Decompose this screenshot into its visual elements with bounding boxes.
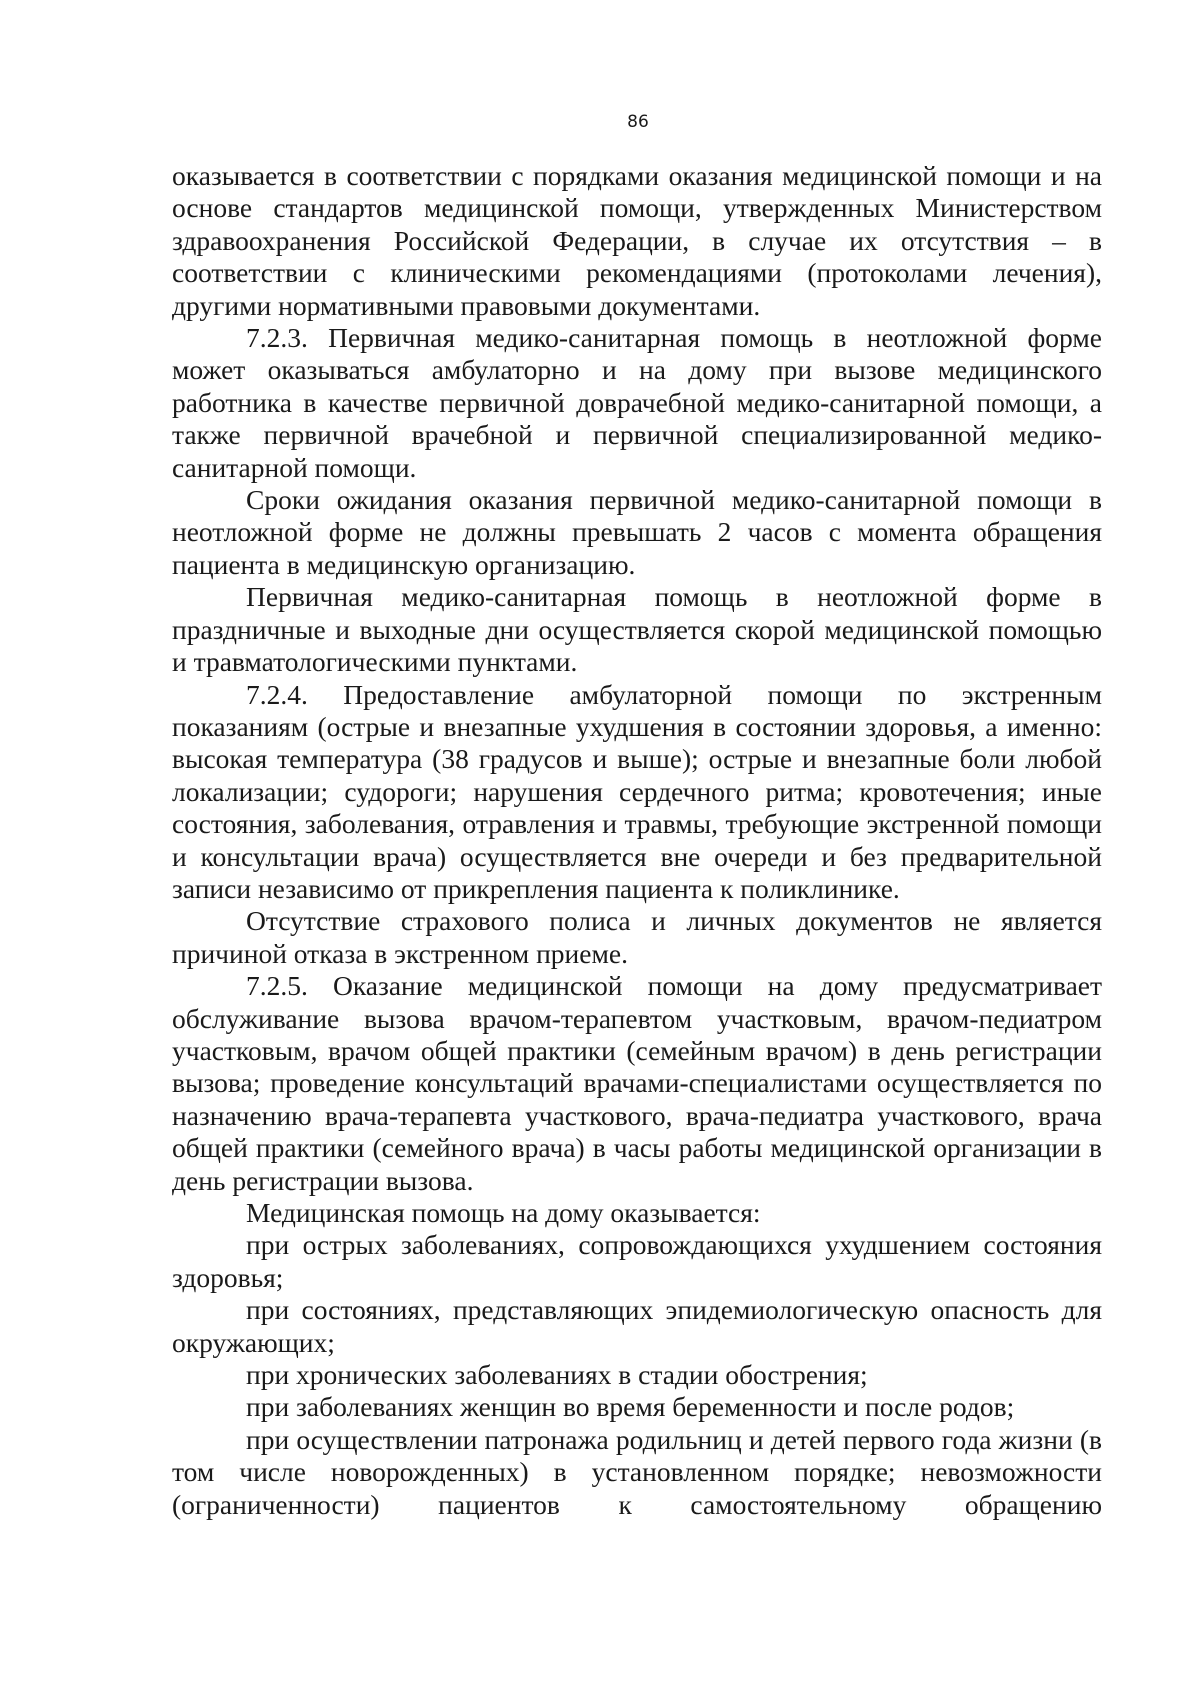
paragraph: Первичная медико-санитарная помощь в неотложной форме в праздничные и выходные дни осуществляется скорой медицинской помощью и травматологическими пунктами. xyxy=(172,581,1102,678)
paragraph: Отсутствие страхового полиса и личных документов не является причиной отказа в экстренном приеме. xyxy=(172,905,1102,969)
paragraph: Сроки ожидания оказания первичной медико-санитарной помощи в неотложной форме не должны превышать 2 часов с момента обращения пациента в медицинскую организацию. xyxy=(172,484,1102,580)
paragraph: 7.2.5. Оказание медицинской помощи на дому предусматривает обслуживание вызова врачом-терапевтом участковым, врачом-педиатром участковым, врачом общей практики (семейным врачом) в день регистрации вызова; проведение консультаций врачами-специалистами осуществляется по назначению врача-терапевта участкового, врача-педиатра участкового, врача общей практики (семейного врача) в часы работы медицинской организации в день регистрации вызова. xyxy=(172,970,1102,1196)
document-body xyxy=(172,160,1102,1521)
paragraph: 7.2.3. Первичная медико-санитарная помощь в неотложной форме может оказываться амбулаторно и на дому при вызове медицинского работника в качестве первичной доврачебной медико-санитарной помощи, а также первичной врачебной и первичной специализированной медико-санитарной помощи. xyxy=(172,322,1102,483)
paragraph: 7.2.4. Предоставление амбулаторной помощи по экстренным показаниям (острые и внезапные ухудшения в состоянии здоровья, а именно: высокая температура (38 градусов и выше); острые и внезапные боли любой локализации; судороги; нарушения сердечного ритма; кровотечения; иные состояния, заболевания, отравления и травмы, требующие экстренной помощи и консультации врача) осуществляется вне очереди и без предварительной записи независимо от прикрепления пациента к поликлинике. xyxy=(172,678,1102,904)
paragraph: при заболеваниях женщин во время беременности и после родов; xyxy=(246,1391,1015,1423)
paragraph: оказывается в соответствии с порядками оказания медицинской помощи и на основе стандартов медицинской помощи, утвержденных Министерством здравоохранения Российской Федерации, в случае их отсутствия – в соответствии с клиническими рекомендациями (протоколами лечения), другими нормативными правовыми документами. xyxy=(172,160,1102,321)
paragraph: Медицинская помощь на дому оказывается: xyxy=(246,1197,761,1228)
paragraph: при хронических заболеваниях в стадии обострения; xyxy=(246,1359,868,1391)
paragraph: при острых заболеваниях, сопровождающихся ухудшением состояния здоровья; xyxy=(172,1229,1102,1293)
paragraph: при состояниях, представляющих эпидемиологическую опасность для окружающих; xyxy=(172,1294,1102,1358)
page-number: 86 xyxy=(627,112,649,132)
paragraph: при осуществлении патронажа родильниц и детей первого года жизни (в том числе новорожденных) в установленном порядке; невозможности (ограниченности) пациентов к самостоятельному обращению xyxy=(172,1423,1102,1520)
